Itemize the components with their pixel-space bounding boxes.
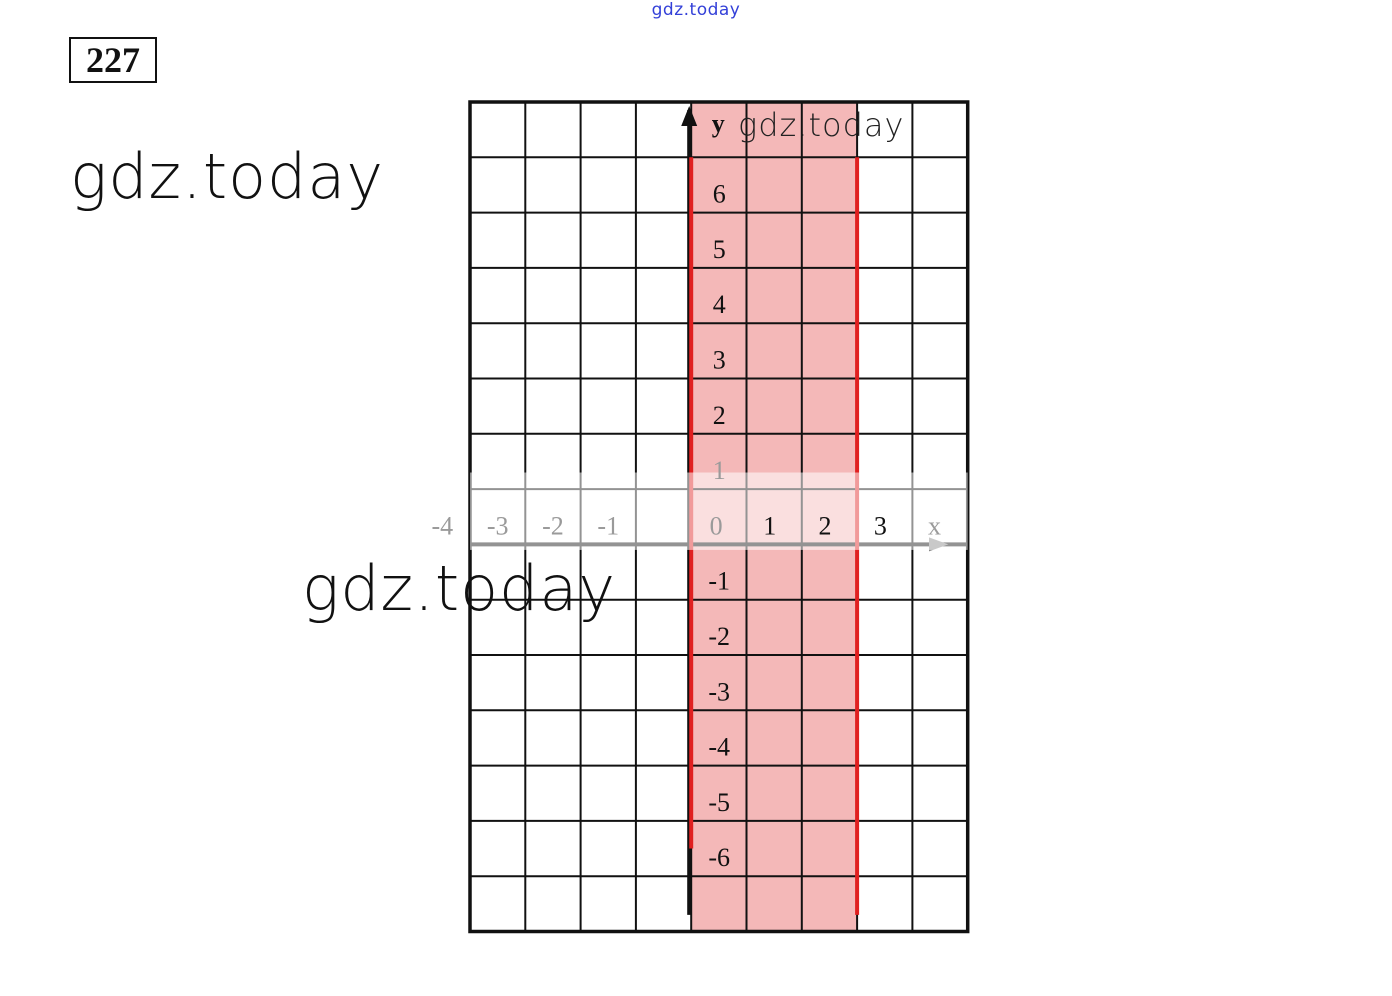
task-number: 227 <box>69 37 157 83</box>
x-tick-label: -1 <box>597 511 620 541</box>
x-tick-label: -4 <box>431 511 454 541</box>
y-tick-label: 3 <box>712 345 726 375</box>
top-watermark: gdz.today <box>651 0 741 20</box>
y-tick-label: 5 <box>712 234 726 264</box>
x-tick-label: 3 <box>873 511 887 541</box>
watermark-middle: gdz.today <box>302 552 617 625</box>
y-tick-label: -1 <box>708 566 731 596</box>
x-tick-label: 1 <box>763 511 777 541</box>
y-tick-label: 6 <box>712 179 726 209</box>
x-axis-label: x <box>928 511 942 541</box>
watermark-left: gdz.today <box>70 140 385 213</box>
x-tick-label: -3 <box>486 511 509 541</box>
y-tick-label: -4 <box>708 732 731 762</box>
x-tick-label: 2 <box>818 511 832 541</box>
x-tick-label: -2 <box>542 511 564 541</box>
x-tick-label: 0 <box>709 511 723 541</box>
y-tick-label: -3 <box>708 677 731 707</box>
y-tick-label: 1 <box>712 456 726 486</box>
y-tick-label: -5 <box>708 787 731 817</box>
y-axis-label: y <box>711 109 725 138</box>
y-tick-label: 4 <box>712 290 726 320</box>
y-tick-label: -2 <box>708 622 731 651</box>
y-tick-label: -6 <box>708 843 731 873</box>
y-tick-label: 2 <box>712 400 726 430</box>
watermark-graph: gdz.today <box>738 106 905 144</box>
